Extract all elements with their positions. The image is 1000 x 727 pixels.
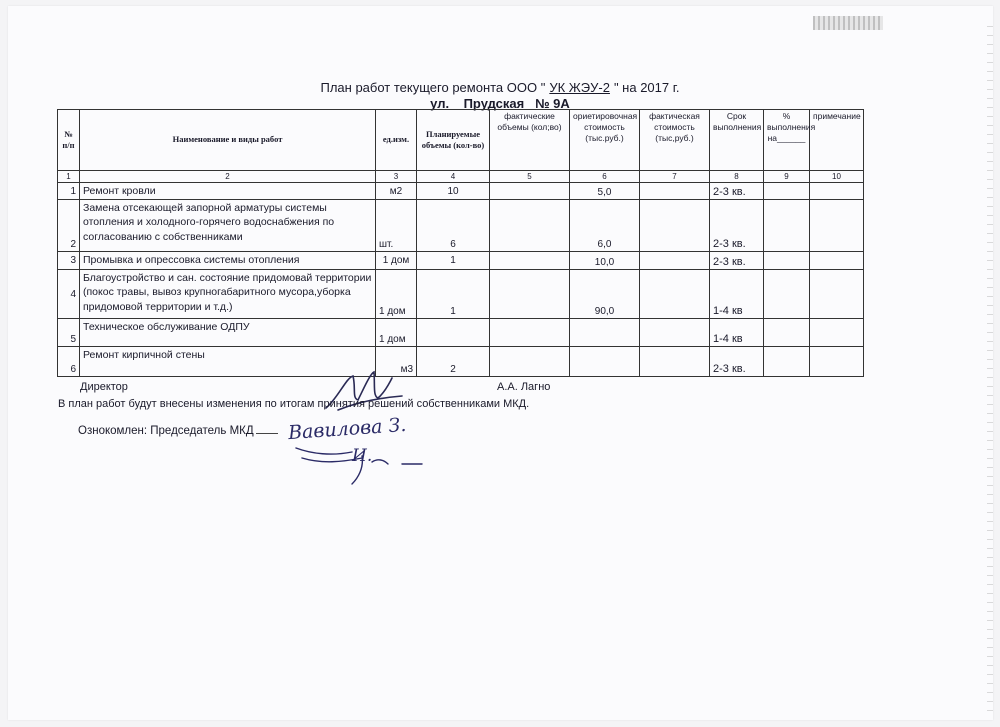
term: 2-3 кв. [710, 183, 764, 200]
percent [764, 270, 810, 319]
header-actual-volume: фактические объемы (кол;во) [490, 110, 570, 171]
actual-volume [490, 183, 570, 200]
percent [764, 183, 810, 200]
note [810, 347, 864, 377]
estimated-cost: 5,0 [570, 183, 640, 200]
actual-volume [490, 347, 570, 377]
work-name: Замена отсекающей запорной арматуры системы отопления и холодного-горячего водоснабжения по согласованию с собственниками [80, 200, 376, 252]
table-row [58, 347, 864, 377]
actual-cost [640, 183, 710, 200]
percent [764, 200, 810, 252]
title-suffix: " на 2017 г. [613, 80, 680, 95]
scan-edge [987, 26, 993, 716]
table-row [58, 252, 864, 270]
table-row [58, 183, 864, 200]
note [810, 270, 864, 319]
col-number: 8 [710, 171, 764, 183]
planned-volume: 10 [417, 183, 490, 200]
estimated-cost [570, 347, 640, 377]
estimated-cost: 90,0 [570, 270, 640, 319]
planned-volume: 2 [417, 347, 490, 377]
scan-artifact [813, 16, 883, 30]
house-number: № 9А [535, 96, 570, 111]
term: 1-4 кв [710, 319, 764, 347]
estimated-cost: 10,0 [570, 252, 640, 270]
chairman-handwritten-initial: И. [352, 446, 373, 466]
col-number: 3 [376, 171, 417, 183]
col-number: 1 [58, 171, 80, 183]
col-number: 9 [764, 171, 810, 183]
header-work-name: Наименование и виды работ [80, 110, 376, 171]
col-number: 10 [810, 171, 864, 183]
header-unit: ед.изм. [376, 110, 417, 171]
row-number: 4 [58, 270, 80, 319]
address-prefix: ул. [430, 96, 450, 111]
col-number: 6 [570, 171, 640, 183]
header-planned: Планируемые объемы (кол-во) [417, 110, 490, 171]
note [810, 200, 864, 252]
unit: м3 [376, 347, 417, 377]
work-name: Благоустройство и сан. состояние придомовай территории (покос травы, вывоз крупногабаритного мусора,уборка придомовой территории и т.д.) [80, 270, 376, 319]
work-name: Промывка и опрессовка системы отопления [80, 252, 376, 270]
note [810, 252, 864, 270]
estimated-cost: 6,0 [570, 200, 640, 252]
chairman-signature [292, 438, 432, 488]
row-number: 1 [58, 183, 80, 200]
work-name: Ремонт кирпичной стены [80, 347, 376, 377]
planned-volume: 6 [417, 200, 490, 252]
header-percent: % выполнения на______ [764, 110, 810, 171]
organization-name: УК ЖЭУ-2 [549, 80, 610, 95]
estimated-cost [570, 319, 640, 347]
table-row [58, 200, 864, 252]
planned-volume [417, 319, 490, 347]
actual-volume [490, 200, 570, 252]
unit: м2 [376, 183, 417, 200]
title-prefix: План работ текущего ремонта ООО " [320, 80, 546, 95]
row-number: 3 [58, 252, 80, 270]
percent [764, 319, 810, 347]
actual-cost [640, 200, 710, 252]
row-number: 5 [58, 319, 80, 347]
row-number: 2 [58, 200, 80, 252]
work-plan-table [57, 109, 864, 377]
actual-volume [490, 252, 570, 270]
note [810, 183, 864, 200]
planned-volume: 1 [417, 252, 490, 270]
director-label: Директор [80, 381, 128, 393]
actual-cost [640, 270, 710, 319]
table-row [58, 319, 864, 347]
header-actual-cost: фактическая стоимость (тыс,руб.) [640, 110, 710, 171]
director-name: А.А. Лагно [497, 381, 551, 393]
header-estimated-cost: ориетировочная стоимость (тыс.руб.) [570, 110, 640, 171]
work-name: Ремонт кровли [80, 183, 376, 200]
actual-cost [640, 319, 710, 347]
term: 2-3 кв. [710, 347, 764, 377]
unit: 1 дом [376, 270, 417, 319]
actual-cost [640, 252, 710, 270]
header-note: примечание [810, 110, 864, 171]
header-number: № п/п [58, 110, 80, 171]
planned-volume: 1 [417, 270, 490, 319]
note [810, 319, 864, 347]
work-name: Техническое обслуживание ОДПУ [80, 319, 376, 347]
col-number: 2 [80, 171, 376, 183]
acknowledgement-label: Ознокомлен: Председатель МКД [78, 425, 278, 437]
unit: 1 дом [376, 319, 417, 347]
term: 2-3 кв. [710, 200, 764, 252]
street-name: Прудская [463, 96, 525, 111]
chairman-handwritten-name: Вавилова З. [287, 413, 408, 445]
header-term: Срок выполнения [710, 110, 764, 171]
director-signature [318, 368, 408, 418]
column-number-row [58, 171, 864, 183]
percent [764, 252, 810, 270]
changes-note: В план работ будут внесены изменения по итогам принятия решений собственниками МКД. [58, 398, 530, 410]
term: 2-3 кв. [710, 252, 764, 270]
col-number: 5 [490, 171, 570, 183]
term: 1-4 кв [710, 270, 764, 319]
actual-cost [640, 347, 710, 377]
table-header-row [58, 110, 864, 171]
unit: шт. [376, 200, 417, 252]
actual-volume [490, 270, 570, 319]
col-number: 7 [640, 171, 710, 183]
document-title [0, 80, 1000, 95]
percent [764, 347, 810, 377]
actual-volume [490, 319, 570, 347]
table-row [58, 270, 864, 319]
col-number: 4 [417, 171, 490, 183]
unit: 1 дом [376, 252, 417, 270]
row-number: 6 [58, 347, 80, 377]
